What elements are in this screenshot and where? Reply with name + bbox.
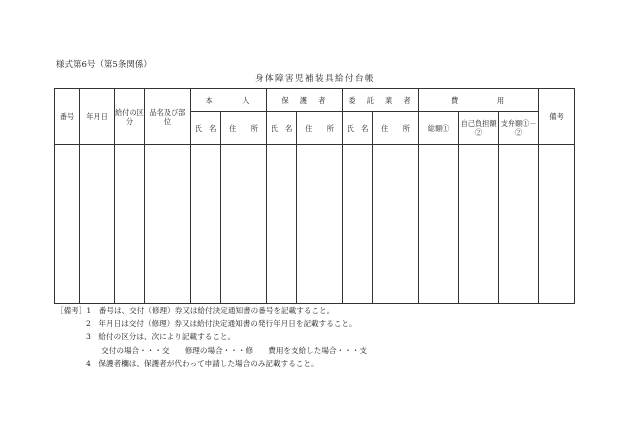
header-benefit-type: 給付の区 分 xyxy=(115,89,145,145)
notes-line-2 xyxy=(56,317,596,330)
notes-line-4 xyxy=(56,344,596,357)
cell-person-name[interactable] xyxy=(191,145,221,304)
ledger-table xyxy=(54,88,575,304)
header-guardian: 保 護 者 xyxy=(267,89,343,112)
cell-guardian-address[interactable] xyxy=(297,145,343,304)
header-cost: 費 用 xyxy=(419,89,539,112)
notes-line-3 xyxy=(56,330,596,343)
notes-label: ［備考］ xyxy=(56,306,87,315)
cell-total-amount[interactable] xyxy=(419,145,459,304)
cell-item-name[interactable] xyxy=(145,145,191,304)
note-item: 2 年月日は交付（修理）券又は給付決定通知書の発行年月日を記載すること。 xyxy=(86,319,357,329)
header-person-name: 氏 名 xyxy=(191,112,221,145)
header-contractor-address: 住 所 xyxy=(373,112,419,145)
cell-person-address[interactable] xyxy=(221,145,267,304)
header-total-amount: 総額① xyxy=(419,112,459,145)
cell-contractor-name[interactable] xyxy=(343,145,373,304)
document-title: 身体障害児補装具給付台帳 xyxy=(254,74,375,84)
header-contractor: 委 託 業 者 xyxy=(343,89,419,112)
note-item: 4 保護者欄は、保護者が代わって申請した場合のみ記載すること。 xyxy=(86,358,319,368)
cell-number[interactable] xyxy=(55,145,80,304)
header-guardian-name: 氏 名 xyxy=(267,112,297,145)
cell-guardian-name[interactable] xyxy=(267,145,297,304)
notes-section xyxy=(56,304,596,370)
header-payment: 支弁額①－② xyxy=(499,112,539,145)
header-date: 年月日 xyxy=(80,89,115,145)
notes-line-1 xyxy=(56,304,596,317)
note-item: 3 給付の区分は、次により記載すること。 xyxy=(86,332,236,342)
header-remarks: 備考 xyxy=(539,89,575,145)
header-contractor-name: 氏 名 xyxy=(343,112,373,145)
header-person: 本 人 xyxy=(191,89,267,112)
cell-contractor-address[interactable] xyxy=(373,145,419,304)
note-item: 1 番号は、交付（修理）券又は給付決定通知書の番号を記載すること。 xyxy=(86,306,335,315)
form-number: 様式第6号（第5条関係） xyxy=(56,60,152,70)
cell-benefit-type[interactable] xyxy=(115,145,145,304)
note-item: 交付の場合・・・交 修理の場合・・・修 費用を支給した場合・・・支 xyxy=(86,345,367,355)
header-guardian-address: 住 所 xyxy=(297,112,343,145)
header-person-address: 住 所 xyxy=(221,112,267,145)
notes-line-5 xyxy=(56,357,596,370)
header-self-pay: 自己負担額② xyxy=(459,112,499,145)
table-row xyxy=(55,145,575,304)
cell-remarks[interactable] xyxy=(539,145,575,304)
cell-date[interactable] xyxy=(80,145,115,304)
cell-self-pay[interactable] xyxy=(459,145,499,304)
cell-payment[interactable] xyxy=(499,145,539,304)
header-number: 番号 xyxy=(55,89,80,145)
header-item-name: 品名及び部 位 xyxy=(145,89,191,145)
